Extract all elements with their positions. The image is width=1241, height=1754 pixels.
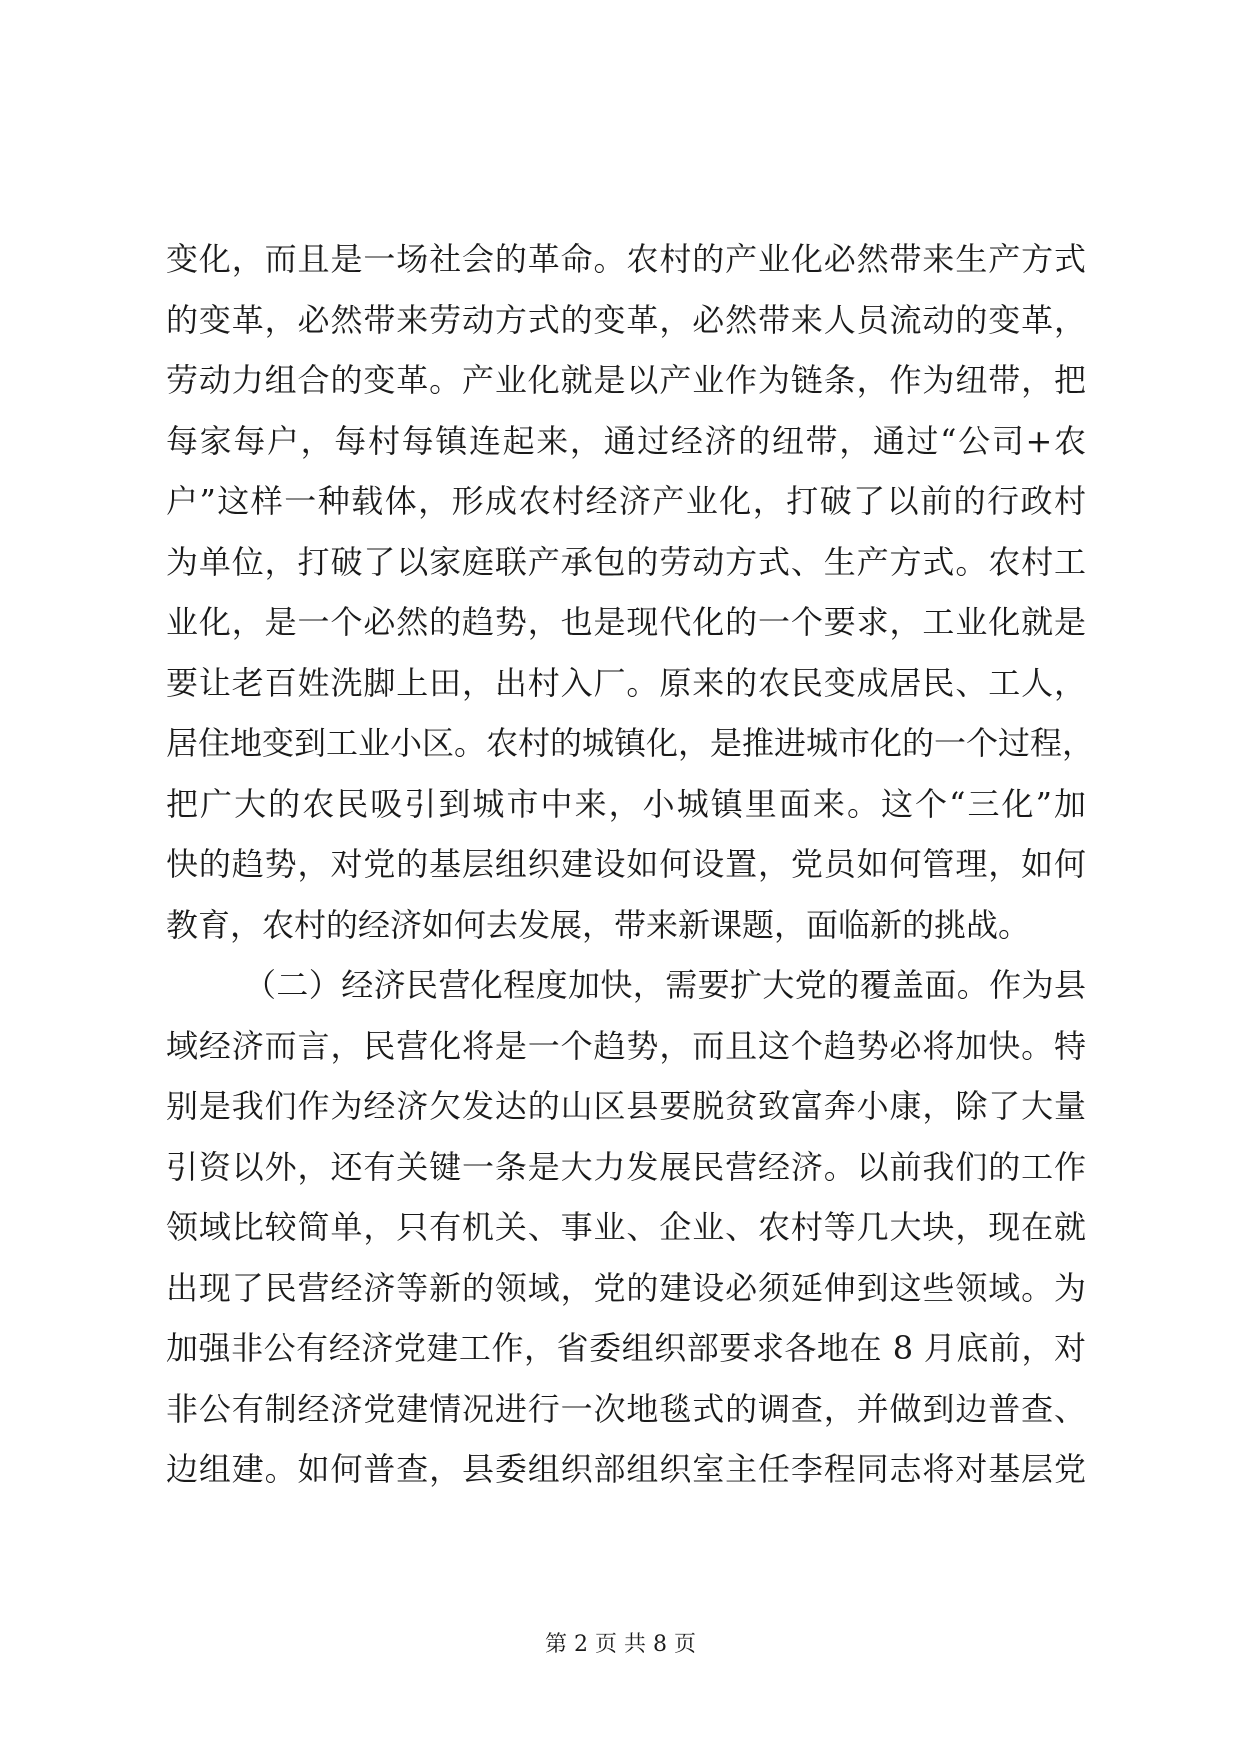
text-line: 域经济而言，民营化将是一个趋势，而且这个趋势必将加快。特 xyxy=(166,1026,1086,1065)
text-line: 每家每户，每村每镇连起来，通过经济的纽带，通过“公司+农 xyxy=(166,421,1086,460)
page-number-footer: 第 2 页 共 8 页 xyxy=(545,1632,696,1657)
text-line: 边组建。如何普查，县委组织部组织室主任李程同志将对基层党 xyxy=(166,1450,1086,1488)
text-line: 要让老百姓洗脚上田，出村入厂。原来的农民变成居民、工人， xyxy=(166,663,1086,702)
text-line: 居住地变到工业小区。农村的城镇化，是推进城市化的一个过程， xyxy=(166,724,1095,762)
text-line: 业化，是一个必然的趋势，也是现代化的一个要求，工业化就是 xyxy=(166,603,1086,641)
text-line: 别是我们作为经济欠发达的山区县要脱贫致富奔小康，除了大量 xyxy=(166,1087,1086,1125)
text-line: 为单位，打破了以家庭联产承包的劳动方式、生产方式。农村工 xyxy=(166,542,1086,581)
text-line: 非公有制经济党建情况进行一次地毯式的调查，并做到边普查、 xyxy=(166,1389,1086,1428)
document-body xyxy=(166,229,1095,1500)
text-line: 户”这样一种载体，形成农村经济产业化，打破了以前的行政村 xyxy=(166,482,1086,520)
text-line: 把广大的农民吸引到城市中来，小城镇里面来。这个“三化”加 xyxy=(166,784,1086,823)
section-heading-line: （二）经济民营化程度加快，需要扩大党的覆盖面。作为县 xyxy=(244,966,1086,1004)
text-line: 领域比较简单，只有机关、事业、企业、农村等几大块，现在就 xyxy=(166,1208,1086,1246)
text-line: 变化，而且是一场社会的革命。农村的产业化必然带来生产方式 xyxy=(166,240,1086,278)
paragraph-end-line: 教育，农村的经济如何去发展，带来新课题，面临新的挑战。 xyxy=(166,905,1031,944)
text-line: 劳动力组合的变革。产业化就是以产业作为链条，作为纽带，把 xyxy=(166,361,1086,399)
text-line: 加强非公有经济党建工作，省委组织部要求各地在 8 月底前，对 xyxy=(166,1329,1086,1367)
text-line: 引资以外，还有关键一条是大力发展民营经济。以前我们的工作 xyxy=(166,1147,1086,1186)
text-line: 快的趋势，对党的基层组织建设如何设置，党员如何管理，如何 xyxy=(166,845,1086,883)
text-line: 的变革，必然带来劳动方式的变革，必然带来人员流动的变革， xyxy=(166,300,1086,339)
text-line: 出现了民营经济等新的领域，党的建设必须延伸到这些领域。为 xyxy=(166,1268,1086,1307)
